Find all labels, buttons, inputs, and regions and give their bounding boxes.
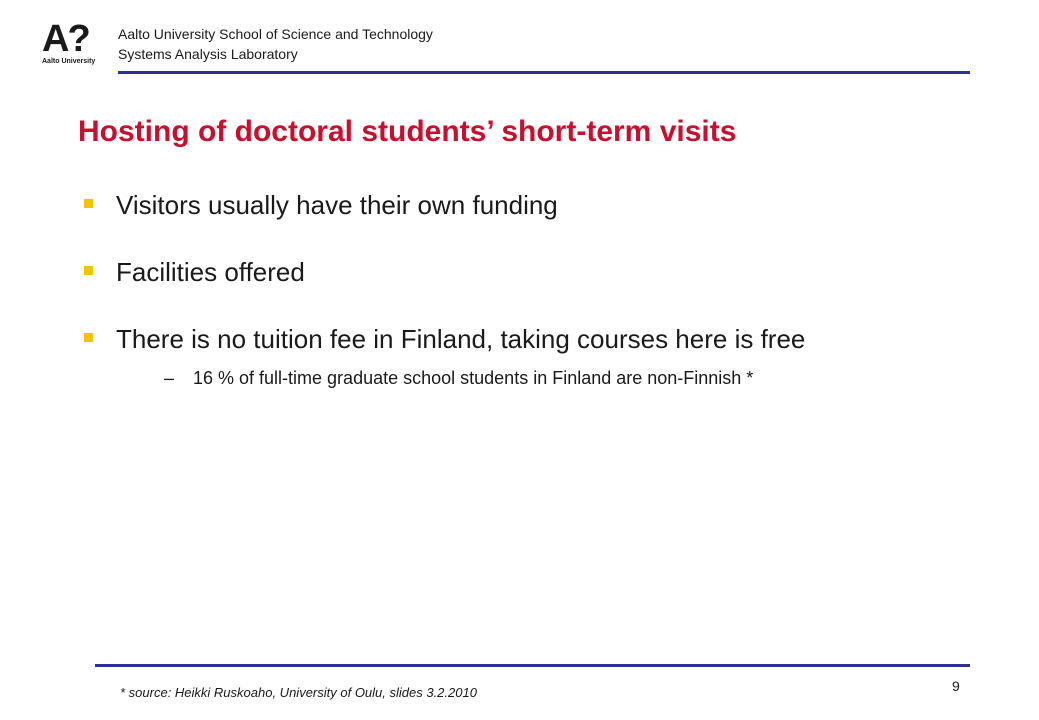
page-number: 9 [952,678,960,694]
slide-title: Hosting of doctoral students’ short-term visits [78,115,737,148]
bullet-text: Facilities offered [116,257,305,287]
square-bullet-icon [84,333,93,342]
square-bullet-icon [84,266,93,275]
logo-mark [42,20,89,58]
bullet-text: There is no tuition fee in Finland, taking courses here is free [116,324,806,354]
aalto-logo [42,20,102,66]
square-bullet-icon [84,199,93,208]
sub-bullet-item [116,365,805,391]
dash-marker: – [164,368,175,388]
bullet-list [80,185,805,391]
laboratory-name: Systems Analysis Laboratory [118,46,298,62]
logo-caption: Aalto University [42,58,96,65]
bullet-text: Visitors usually have their own funding [116,190,558,220]
bullet-item [80,252,805,292]
school-name: Aalto University School of Science and Technology [118,26,433,42]
footer-divider [95,664,970,667]
sub-bullet-text: 16 % of full-time graduate school students in Finland are non-Finnish * [193,368,754,388]
header-institution [118,24,433,64]
bullet-item [80,185,805,225]
source-footnote: * source: Heikki Ruskoaho, University of Oulu, slides 3.2.2010 [120,685,477,700]
logo-letter: A [42,18,68,60]
logo-question-mark: ? [67,18,89,60]
header-divider [118,71,970,74]
bullet-item [80,319,805,391]
